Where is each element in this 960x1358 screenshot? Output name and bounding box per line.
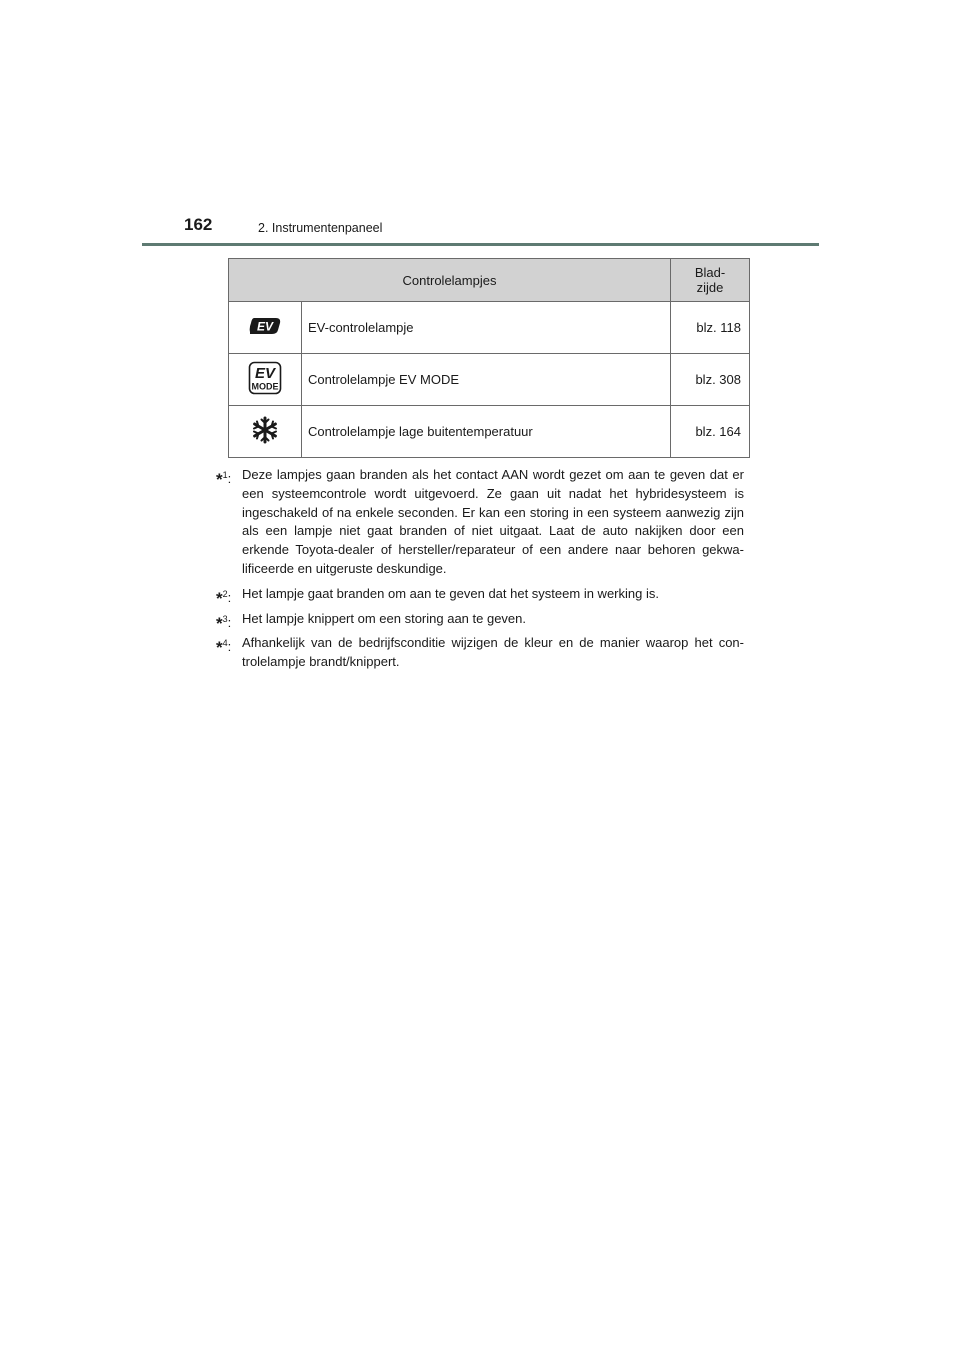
footnotes bbox=[216, 466, 744, 678]
column-header-page: Blad- zijde bbox=[671, 259, 750, 302]
table-row bbox=[229, 302, 750, 354]
footnote-marker: *$^1$: bbox=[216, 470, 232, 489]
indicator-table bbox=[228, 258, 750, 458]
page-number: 162 bbox=[184, 215, 213, 234]
header-rule bbox=[142, 243, 819, 246]
footnote-marker: *$^3$: bbox=[216, 613, 232, 633]
footnote-text: Deze lampjes gaan branden als het contact AAN wordt gezet om aan te geven dat er een systeemcontrole wordt uitgevoerd. Ze gaan uit nadat het hybridesysteem is ingeschakeld of na enkele seconden. Er kan een storing in een systeem aanwezig zijn als een lampje niet gaat branden of niet uitgaat. Laat de auto nakijken door een erkende Toyota-dealer of hersteller/reparateur of een andere naar behoren gekwa-lificeerde en uitgeruste deskundige. bbox=[242, 467, 744, 576]
icon-cell bbox=[229, 406, 302, 458]
low-temperature-snowflake-icon bbox=[251, 416, 279, 447]
ev-mode-indicator-icon bbox=[248, 361, 282, 398]
ev-mode-icon-bottom-text: MODE bbox=[251, 381, 279, 392]
icon-cell bbox=[229, 302, 302, 354]
footnote-text: Afhankelijk van de bedrijfsconditie wijzigen de kleur en de manier waarop het con-trolelampje brandt/knippert. bbox=[242, 635, 744, 670]
ev-mode-icon-top-text: EV bbox=[254, 365, 276, 382]
footnote bbox=[216, 466, 744, 579]
ev-icon-text: EV bbox=[256, 319, 274, 334]
page-reference: blz. 118 bbox=[671, 302, 750, 354]
ev-indicator-icon bbox=[248, 315, 282, 340]
section-title: 2. Instrumentenpaneel bbox=[258, 221, 383, 235]
table-row bbox=[229, 406, 750, 458]
footnote bbox=[216, 585, 744, 608]
indicator-label: Controlelampje lage buitentemperatuur bbox=[302, 406, 671, 458]
icon-cell bbox=[229, 354, 302, 406]
footnote bbox=[216, 610, 744, 633]
footnote-marker: *$^2$: bbox=[216, 588, 232, 608]
table-header-row bbox=[229, 259, 750, 302]
footnote-text: Het lampje gaat branden om aan te geven dat het systeem in werking is. bbox=[242, 585, 659, 601]
footnote bbox=[216, 634, 744, 672]
page-reference: blz. 164 bbox=[671, 406, 750, 458]
table-row bbox=[229, 354, 750, 406]
footnote-marker: *$^4$: bbox=[216, 638, 232, 658]
indicator-label: Controlelampje EV MODE bbox=[302, 354, 671, 406]
column-header-indicators: Controlelampjes bbox=[229, 259, 671, 302]
page-reference: blz. 308 bbox=[671, 354, 750, 406]
footnote-text: Het lampje knippert om een storing aan te geven. bbox=[242, 610, 527, 626]
indicator-label: EV-controlelampje bbox=[302, 302, 671, 354]
